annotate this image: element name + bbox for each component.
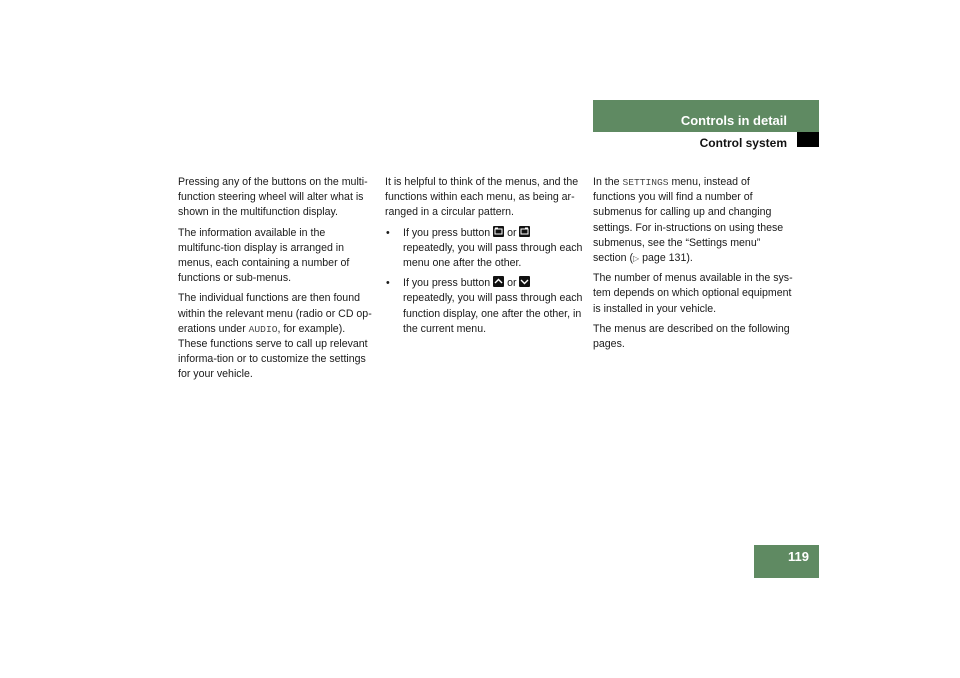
paragraph: It is helpful to think of the menus, and the functions within each menu, as being ar-ranged in a circular pattern. [385, 176, 579, 219]
list-item: • If you press button or repeatedly, you will pass through each function display, one after the other, in the current menu. [386, 277, 583, 335]
menu-back-button-icon [493, 226, 504, 237]
section-title: Controls in detail [680, 113, 787, 128]
arrow-down-button-icon [519, 276, 530, 287]
display-code-settings: SETTINGS [622, 177, 669, 188]
text-column-1 [178, 175, 374, 388]
bullet: • [386, 277, 390, 290]
paragraph: The menus are described on the following pages. [593, 322, 790, 351]
display-code-audio: AUDIO [248, 323, 278, 335]
paragraph: In the SETTINGS menu, instead of functions you will find a number of submenus for calling up and changing settings. For in-structions on using these submenus, see the “Settings menu” section (▷ page 131). [593, 176, 784, 265]
header-bar [593, 100, 819, 132]
page-number: 119 [788, 549, 809, 564]
bullet: • [386, 226, 390, 239]
paragraph: Pressing any of the buttons on the multi-function steering wheel will alter what is shown in the multifunction display. [178, 176, 368, 219]
text-column-3 [593, 175, 793, 357]
page-reference[interactable]: page 131). [639, 252, 693, 265]
paragraph: The information available in the multifunc-tion display is arranged in menus, each containing a number of functions or sub-menus. [178, 226, 350, 285]
paragraph: The individual functions are then found within the relevant menu (radio or CD op-erations under AUDIO, for example). These functions serve to call up relevant informa-tion or to customize the settings for your vehicle. [178, 292, 372, 381]
header-black-marker [797, 132, 819, 147]
paragraph: The number of menus available in the sys-tem depends on which optional equipment is installed in your vehicle. [593, 272, 793, 315]
page-number-box [754, 545, 819, 578]
page-reference-arrow-icon: ▷ [633, 254, 640, 264]
arrow-up-button-icon [493, 276, 504, 287]
list-item: • If you press button or repeatedly, you will pass through each menu one after the other. [386, 226, 583, 270]
text-column-2 [385, 175, 585, 342]
subsection-title: Control system [699, 136, 787, 150]
instruction-list [385, 226, 585, 337]
menu-forward-button-icon [519, 226, 530, 237]
